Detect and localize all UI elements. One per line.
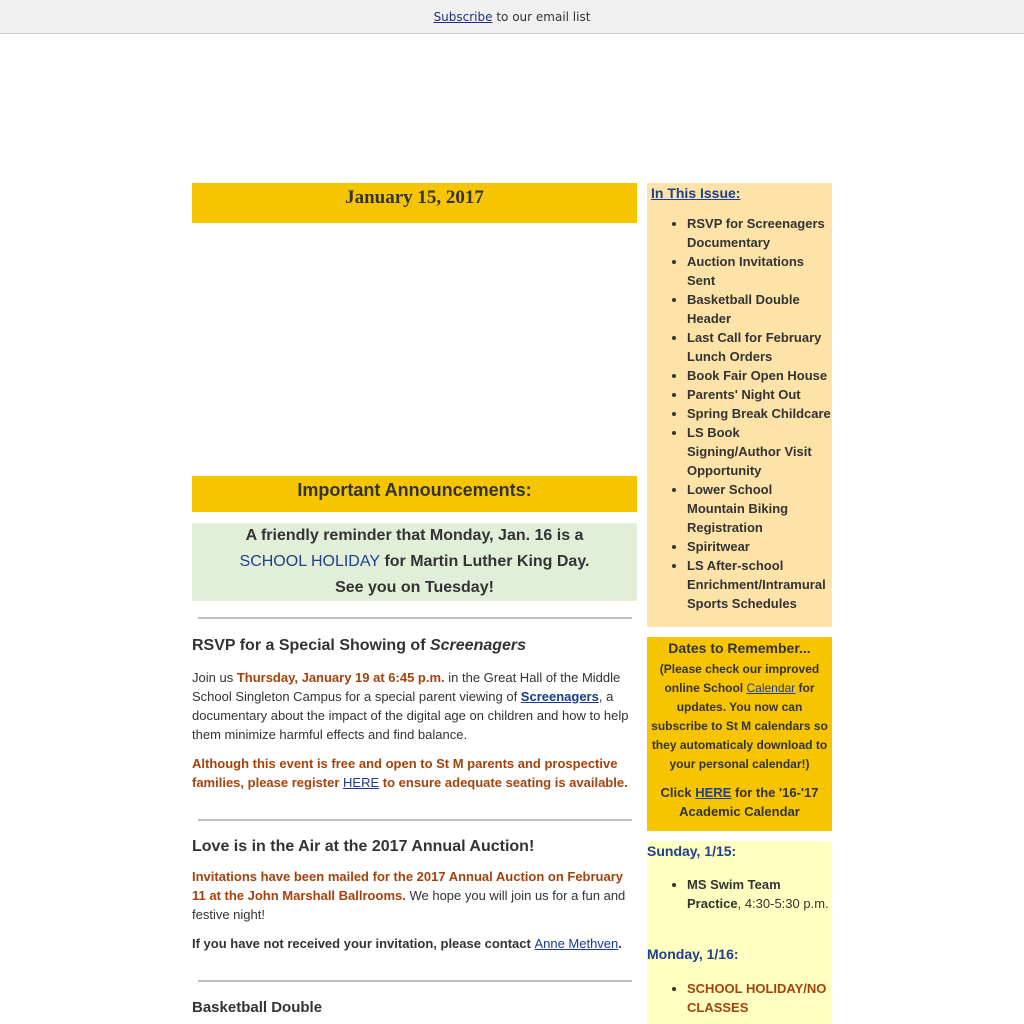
rsvp-p2-text-b: to ensure adequate seating is available. (379, 775, 628, 790)
academic-calendar-link[interactable]: HERE (695, 785, 732, 800)
dates-cal-b: for the '16-'17 Academic Calendar (679, 785, 819, 819)
dates-note-b: for updates. You now can subscribe to St M calendars so they automaticaly download to your personal calendar!) (651, 681, 828, 771)
article-auction-paragraph-2 (192, 934, 637, 953)
issue-list-item: • LS Book Signing/Author Visit Opportunity (687, 423, 832, 480)
calendar-day-monday: Monday, 1/16: (647, 946, 739, 962)
holiday-line1: A friendly reminder that Monday, Jan. 16 is a (245, 527, 584, 544)
calendar-event (687, 875, 832, 913)
calendar-event (687, 979, 832, 1017)
calendar-list-monday (647, 979, 832, 1017)
dates-cal-a: Click (660, 785, 696, 800)
calendar-day-sunday: Sunday, 1/15: (647, 843, 737, 859)
article-rsvp-title-text: RSVP for a Special Showing of (192, 637, 430, 654)
subscribe-text: to our email list (492, 10, 591, 24)
dates-to-remember-box (647, 637, 832, 831)
calendar-list-sunday (647, 875, 832, 913)
issue-list-item: • Auction Invitations Sent (687, 252, 832, 290)
auction-p2-end: . (618, 936, 622, 951)
holiday-line2-rest: for Martin Luther King Day. (380, 553, 590, 570)
calendar-event-name: MS Swim Team Practice (687, 877, 781, 911)
announcements-title: Important Announcements: (297, 480, 532, 500)
dates-title: Dates to Remember... (668, 640, 811, 656)
academic-calendar-note (647, 783, 832, 821)
subscribe-link[interactable]: Subscribe (433, 10, 493, 24)
issue-list-item: • Lower School Mountain Biking Registration (687, 480, 832, 537)
issue-list-item: • RSVP for Screenagers Documentary (687, 214, 832, 252)
section-divider (198, 819, 632, 821)
holiday-highlight: SCHOOL HOLIDAY (239, 553, 380, 570)
article-basketball-title: Basketball Double (192, 999, 323, 1016)
auction-invitation-highlight: Invitations have been mailed for the 2017 Annual Auction on February 11 at the John Marshall Ballrooms. (192, 869, 624, 903)
issue-list-item: • Parents' Night Out (687, 385, 832, 404)
in-this-issue-link[interactable]: In This Issue: (651, 185, 741, 201)
rsvp-p1-text-a: Join us (192, 670, 237, 685)
issue-list-item: • Spring Break Childcare (687, 404, 832, 423)
auction-p1-rest: We hope you will join us for a fun and festive night! (192, 888, 626, 922)
calendar-event-holiday: SCHOOL HOLIDAY/NO CLASSES (687, 981, 827, 1015)
issue-list-item: • LS After-school Enrichment/Intramural Sports Schedules (687, 556, 832, 613)
article-auction-paragraph-1 (192, 867, 637, 924)
rsvp-p1-text-b: in the Great Hall of the Middle School Singleton Campus for a special parent viewing of (192, 670, 621, 704)
holiday-line2 (192, 549, 637, 575)
article-rsvp-paragraph-2 (192, 754, 637, 792)
article-rsvp-title (192, 637, 637, 655)
newsletter-date-header (192, 183, 637, 223)
article-rsvp-title-italic: Screenagers (429, 637, 527, 654)
issue-list-item: • Last Call for February Lunch Orders (687, 328, 832, 366)
calendar-event-time: , 4:30-5:30 p.m. (737, 896, 829, 911)
issue-list (647, 214, 832, 613)
rsvp-p1-text-c: , a documentary about the impact of the digital age on children and how to help them minimize harmful effects and find balance. (192, 689, 629, 742)
issue-list-item: • Spiritwear (687, 537, 832, 556)
auction-p2-text: If you have not received your invitation, please contact (192, 936, 535, 951)
issue-list-item: • Basketball Double Header (687, 290, 832, 328)
section-divider (198, 980, 632, 982)
anne-methven-link[interactable]: Anne Methven (534, 936, 619, 951)
holiday-reminder (192, 523, 637, 601)
issue-list-item: • Book Fair Open House (687, 366, 832, 385)
section-divider (198, 617, 632, 619)
article-auction-title: Love is in the Air at the 2017 Annual Auction! (192, 838, 535, 855)
subscribe-bar (0, 0, 1024, 34)
announcements-header (192, 476, 637, 512)
dates-note-a: (Please check our improved online School (659, 662, 820, 695)
article-rsvp-paragraph-1 (192, 668, 637, 744)
in-this-issue-box (647, 183, 832, 627)
holiday-line3: See you on Tuesday! (335, 579, 494, 596)
rsvp-p2-text-a: Although this event is free and open to St M parents and prospective families, please register (192, 756, 618, 790)
rsvp-event-time: Thursday, January 19 at 6:45 p.m. (236, 670, 445, 685)
newsletter-date: January 15, 2017 (345, 187, 484, 208)
rsvp-register-link[interactable]: HERE (343, 775, 380, 790)
dates-note (647, 660, 832, 774)
calendar-box (647, 841, 832, 1024)
school-calendar-link[interactable]: Calendar (746, 681, 796, 695)
screenagers-link[interactable]: Screenagers (520, 689, 599, 704)
